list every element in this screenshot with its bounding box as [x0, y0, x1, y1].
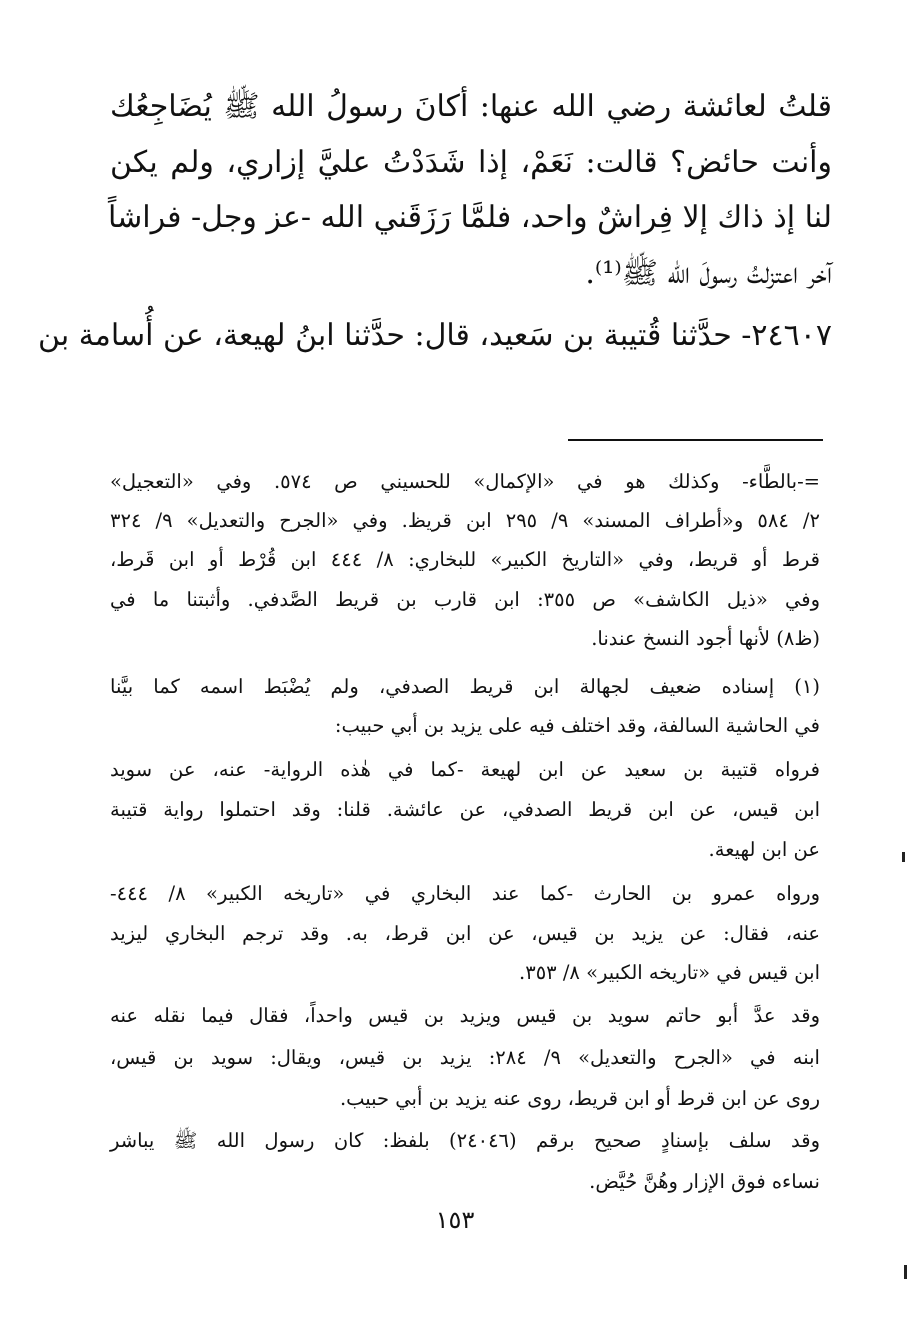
footnote-line: ٢/ ٥٨٤ و«أطراف المسند» ٩/ ٢٩٥ ابن قريظ. وفي «الجرح والتعديل» ٩/ ٣٢٤	[110, 509, 820, 532]
footnote-line: وقد سلف بإسنادٍ صحيح برقم (٢٤٠٤٦) بلفظ: كان رسول الله ﷺ يباشر	[110, 1129, 820, 1152]
footnote-line: (ظ٨) لأنها أجود النسخ عندنا.	[591, 627, 820, 650]
main-text-line: لنا إذ ذاك إلا فِراشٌ واحد، فلمَّا رَزَقَني الله -عز وجل- فراشاً	[107, 200, 832, 235]
scan-mark	[902, 852, 905, 862]
footnote-line: قرط أو قريط، وفي «التاريخ الكبير» للبخاري: ٨/ ٤٤٤ ابن قُرْط أو ابن قَرط،	[110, 548, 820, 571]
footnote-line: فرواه قتيبة بن سعيد عن ابن لهيعة -كما في هٰذه الرواية- عنه، عن سويد	[110, 758, 820, 781]
footnote-line: نساءه فوق الإزار وهُنَّ حُيَّض.	[589, 1170, 820, 1193]
main-text-line: قلتُ لعائشة رضي الله عنها: أكانَ رسولُ الله ﷺ يُضَاجِعُك	[110, 89, 832, 124]
footnote-line: روى عن ابن قرط أو ابن قريط، روى عنه يزيد بن أبي حبيب.	[339, 1087, 820, 1110]
page-number: ١٥٣	[435, 1206, 475, 1234]
hadith-number-line: ٢٤٦٠٧- حدَّثنا قُتيبة بن سَعيد، قال: حدَّثنا ابنُ لهيعة، عن أُسامة بن	[37, 318, 832, 353]
footnote-line: ابن قيس، عن ابن قريط الصدفي، عن عائشة. قلنا: وقد احتملوا رواية قتيبة	[110, 798, 820, 821]
footnote-line: (١) إسناده ضعيف لجهالة ابن قريط الصدفي، ولم يُضْبَط اسمه كما بيَّنا	[110, 675, 820, 698]
footnote-line: ورواه عمرو بن الحارث -كما عند البخاري في «تاريخه الكبير» ٨/ ٤٤٤-	[110, 882, 820, 905]
footnote-line: وقد عدَّ أبو حاتم سويد بن قيس ويزيد بن قيس واحداً، فقال فيما نقله عنه	[110, 1004, 820, 1027]
main-text-line: آخر اعتزلتُ رسولَ الله ﷺ⁽¹⁾.	[585, 256, 832, 291]
main-text-line: وأنت حائض؟ قالت: نَعَمْ، إذا شَدَدْتُ عليَّ إزاري، ولم يكن	[110, 145, 832, 180]
footnote-line: في الحاشية السالفة، وقد اختلف فيه على يزيد بن أبي حبيب:	[334, 714, 820, 737]
footnote-line: =-بالطَّاء- وكذلك هو في «الإكمال» للحسيني ص ٥٧٤. وفي «التعجيل»	[110, 470, 821, 493]
footnote-line: ابن قيس في «تاريخه الكبير» ٨/ ٣٥٣.	[519, 961, 820, 984]
footnote-line: ابنه في «الجرح والتعديل» ٩/ ٢٨٤: يزيد بن قيس، ويقال: سويد بن قيس،	[110, 1046, 820, 1069]
footnote-separator	[568, 439, 823, 441]
scan-mark	[904, 1265, 907, 1279]
footnote-line: عن ابن لهيعة.	[708, 838, 820, 861]
footnote-line: عنه، فقال: عن يزيد بن قيس، عن ابن قرط، به. وقد ترجم البخاري ليزيد	[110, 922, 820, 945]
footnote-line: وفي «ذيل الكاشف» ص ٣٥٥: ابن قارب بن قريط الصَّدفي. وأثبتنا ما في	[110, 588, 820, 611]
